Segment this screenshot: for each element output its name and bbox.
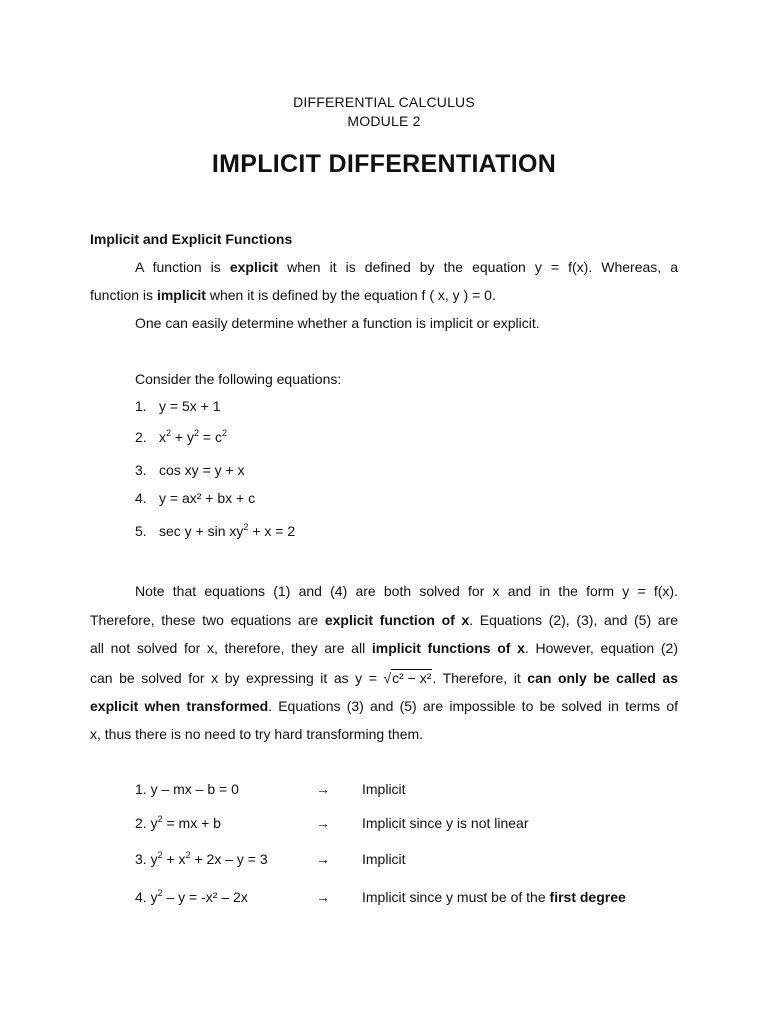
term-implicit: implicit [156, 287, 206, 303]
exponent: 2 [157, 850, 163, 860]
equation-text: + y [171, 429, 194, 445]
row-equation [135, 889, 248, 905]
arrow-icon: → [316, 889, 330, 905]
section-heading: Implicit and Explicit Functions [90, 231, 293, 247]
exponent: 2 [166, 428, 172, 438]
radical-sign: √ [383, 670, 392, 686]
equation-text: + 2x – y = 3 [190, 851, 268, 867]
course-title: DIFFERENTIAL CALCULUS [293, 94, 475, 110]
exponent: 2 [157, 888, 163, 898]
equation-text: 4. y [135, 889, 158, 905]
equation-text: – y = -x² – 2x [162, 889, 248, 905]
result-text: Implicit since y must be of the [362, 889, 550, 905]
radicand: c² − x² [392, 670, 432, 686]
equation-text: x [159, 429, 166, 445]
equation-text: = mx + b [162, 815, 221, 831]
arrow-icon: → [316, 851, 330, 867]
paragraph-line [90, 286, 496, 304]
paragraph-line: One can easily determine whether a function is implicit or explicit. [135, 315, 540, 331]
page-title: IMPLICIT DIFFERENTIATION [211, 150, 557, 178]
paragraph-line [90, 669, 678, 687]
exponent: 2 [157, 814, 163, 824]
text: . However, equation (2) [524, 640, 678, 656]
equation-item [135, 398, 220, 414]
exponent: 2 [193, 428, 199, 438]
text: function is [90, 287, 157, 303]
equation-text: = c [199, 429, 222, 445]
exponent: 2 [243, 522, 249, 532]
equation-text: y = ax² + bx + c [159, 490, 256, 506]
item-number: 2. [135, 429, 147, 445]
square-root [383, 669, 432, 687]
emphasis: first degree [549, 889, 626, 905]
equation-text: 3. y [135, 851, 158, 867]
paragraph-line [90, 697, 678, 715]
equation-text: cos xy = y + x [159, 462, 245, 478]
text: A function is [135, 259, 230, 275]
item-number: 5. [135, 523, 147, 539]
text: . Equations (2), (3), and (5) are [469, 612, 678, 628]
paragraph-line [135, 258, 678, 276]
row-equation [135, 815, 221, 831]
equation-text: + x [162, 851, 186, 867]
emphasis: explicit function of x [324, 612, 470, 628]
row-equation [135, 851, 268, 867]
equation-text: sec y + sin xy [159, 523, 244, 539]
row-result: Implicit since y is not linear [362, 815, 529, 831]
paragraph-line: x, thus there is no need to try hard transforming them. [90, 726, 424, 742]
arrow-icon: → [316, 781, 330, 797]
paragraph-line [90, 611, 678, 629]
equation-item [135, 429, 227, 445]
equation-text: y = 5x + 1 [159, 398, 221, 414]
text: . Therefore, it [432, 670, 528, 686]
item-number: 1. [135, 398, 147, 414]
equation-item [135, 523, 295, 539]
module-label: MODULE 2 [347, 113, 421, 129]
row-equation: 1. y – mx – b = 0 [135, 781, 239, 797]
text: all not solved for x, therefore, they are all [90, 640, 372, 656]
text: when it is defined by the equation y = f(x). Whereas, a [278, 259, 678, 275]
equation-text: + x = 2 [248, 523, 296, 539]
paragraph-line [90, 639, 678, 657]
arrow-icon: → [316, 815, 330, 831]
equation-text: 2. y [135, 815, 158, 831]
text: . Equations (3) and (5) are impossible to be solved in terms of [268, 698, 679, 714]
emphasis: explicit when transformed [90, 698, 269, 714]
text: can be solved for x by expressing it as y = [90, 670, 384, 686]
equation-item [135, 490, 255, 506]
text: Therefore, these two equations are [90, 612, 325, 628]
item-number: 3. [135, 462, 147, 478]
term-explicit: explicit [229, 259, 279, 275]
exponent: 2 [221, 428, 227, 438]
row-result: Implicit [362, 781, 406, 797]
exponent: 2 [185, 850, 191, 860]
emphasis: can only be called as [527, 670, 678, 686]
item-number: 4. [135, 490, 147, 506]
consider-line: Consider the following equations: [135, 371, 342, 387]
equation-item [135, 462, 245, 478]
row-result: Implicit [362, 851, 406, 867]
emphasis: implicit functions of x [371, 640, 525, 656]
paragraph-line: Note that equations (1) and (4) are both solved for x and in the form y = f(x). [135, 583, 678, 599]
row-result [362, 889, 626, 905]
text: when it is defined by the equation f ( x, y ) = 0. [205, 287, 496, 303]
